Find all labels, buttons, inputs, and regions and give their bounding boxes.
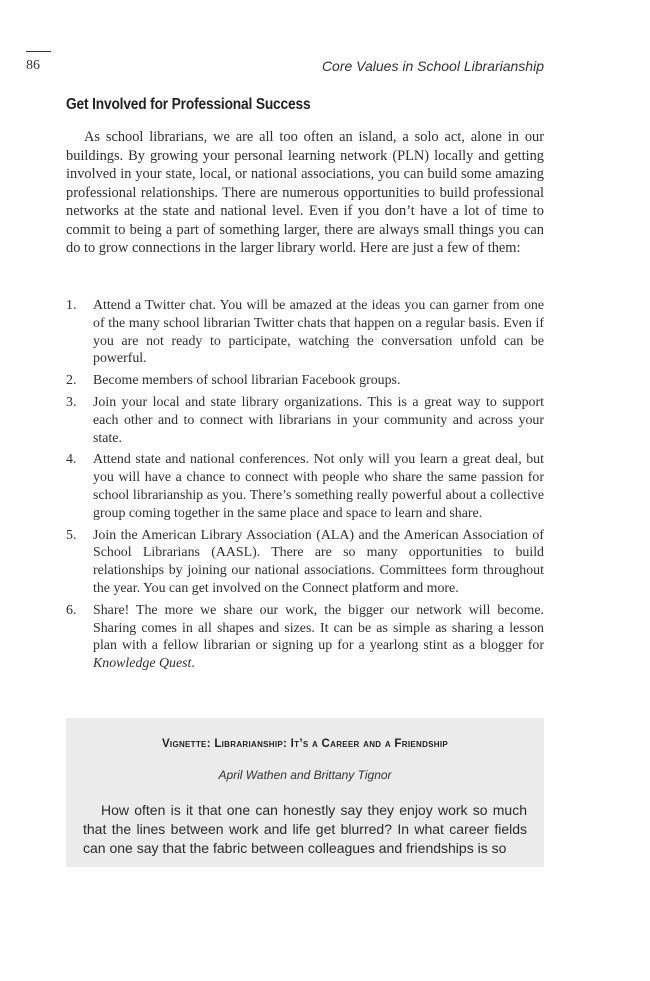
running-head: Core Values in School Librarianship <box>321 58 544 74</box>
list-item <box>66 372 544 390</box>
section-heading: Get Involved for Professional Success <box>66 96 311 113</box>
vignette-authors: April Wathen and Brittany Tignor <box>218 768 392 782</box>
list-item <box>66 602 544 673</box>
list-item <box>66 297 544 368</box>
list-number: 4. <box>66 452 77 468</box>
list-number: 3. <box>66 394 77 410</box>
list-item <box>66 527 544 598</box>
list-item-tail: . <box>191 656 195 672</box>
list-number: 6. <box>66 602 77 618</box>
list-item-text: Join your local and state library organizations. This is a great way to support each other and to connect with librarians in your community and across your state. <box>93 394 544 446</box>
list-number: 2. <box>66 373 77 389</box>
vignette-title: Vignette: Librarianship: It’s a Career and a Friendship <box>161 738 449 750</box>
numbered-list <box>66 297 544 677</box>
list-number: 1. <box>66 298 77 313</box>
list-number: 5. <box>66 527 77 543</box>
body-paragraph: As school librarians, we are all too often an island, a solo act, alone in our buildings. By growing your personal learning network (PLN) locally and getting involved in your state, local, or national associations, you can build some amazing professional relationships. There are numerous opportunities to build professional networks at the state and national level. Even if you don’t have a lot of time to commit to being a part of something larger, there are always small things you can do to grow connections in the larger library world. Here are just a few of them: <box>66 129 544 256</box>
list-item <box>66 451 544 522</box>
list-item-text: Join the American Library Association (ALA) and the American Association of School Librarians (AASL). There are so many opportunities to build relationships by joining our national associations. Committees form throughout the year. You can get involved on the Connect platform and more. <box>93 527 544 596</box>
page-number: 86 <box>26 58 40 73</box>
header-rule <box>26 51 51 52</box>
vignette-box <box>66 718 544 867</box>
publication-title: Knowledge Quest <box>93 656 192 672</box>
vignette-body: How often is it that one can honestly say they enjoy work so much that the lines between work and life get blurred? In what career fields can one say that the fabric between colleagues and friendships is so <box>83 802 527 856</box>
list-item-text: Attend a Twitter chat. You will be amazed at the ideas you can garner from one of the many school librarian Twitter chats that happen on a regular basis. Even if you are not ready to participate, watching the conversation unfold can be powerful. <box>93 298 544 367</box>
list-item-text: Share! The more we share our work, the bigger our network will become. Sharing comes in all shapes and sizes. It can be as simple as sharing a lesson plan with a fellow librarian or signing up for a yearlong stint as a blogger for <box>93 602 544 654</box>
list-item-text: Attend state and national conferences. Not only will you learn a great deal, but you will have a chance to connect with people who share the same passion for school librarianship as you. There’s something really powerful about a collective group coming together in the same place and space to learn and share. <box>93 452 544 521</box>
list-item <box>66 394 544 447</box>
list-item-text: Become members of school librarian Facebook groups. <box>93 373 401 389</box>
